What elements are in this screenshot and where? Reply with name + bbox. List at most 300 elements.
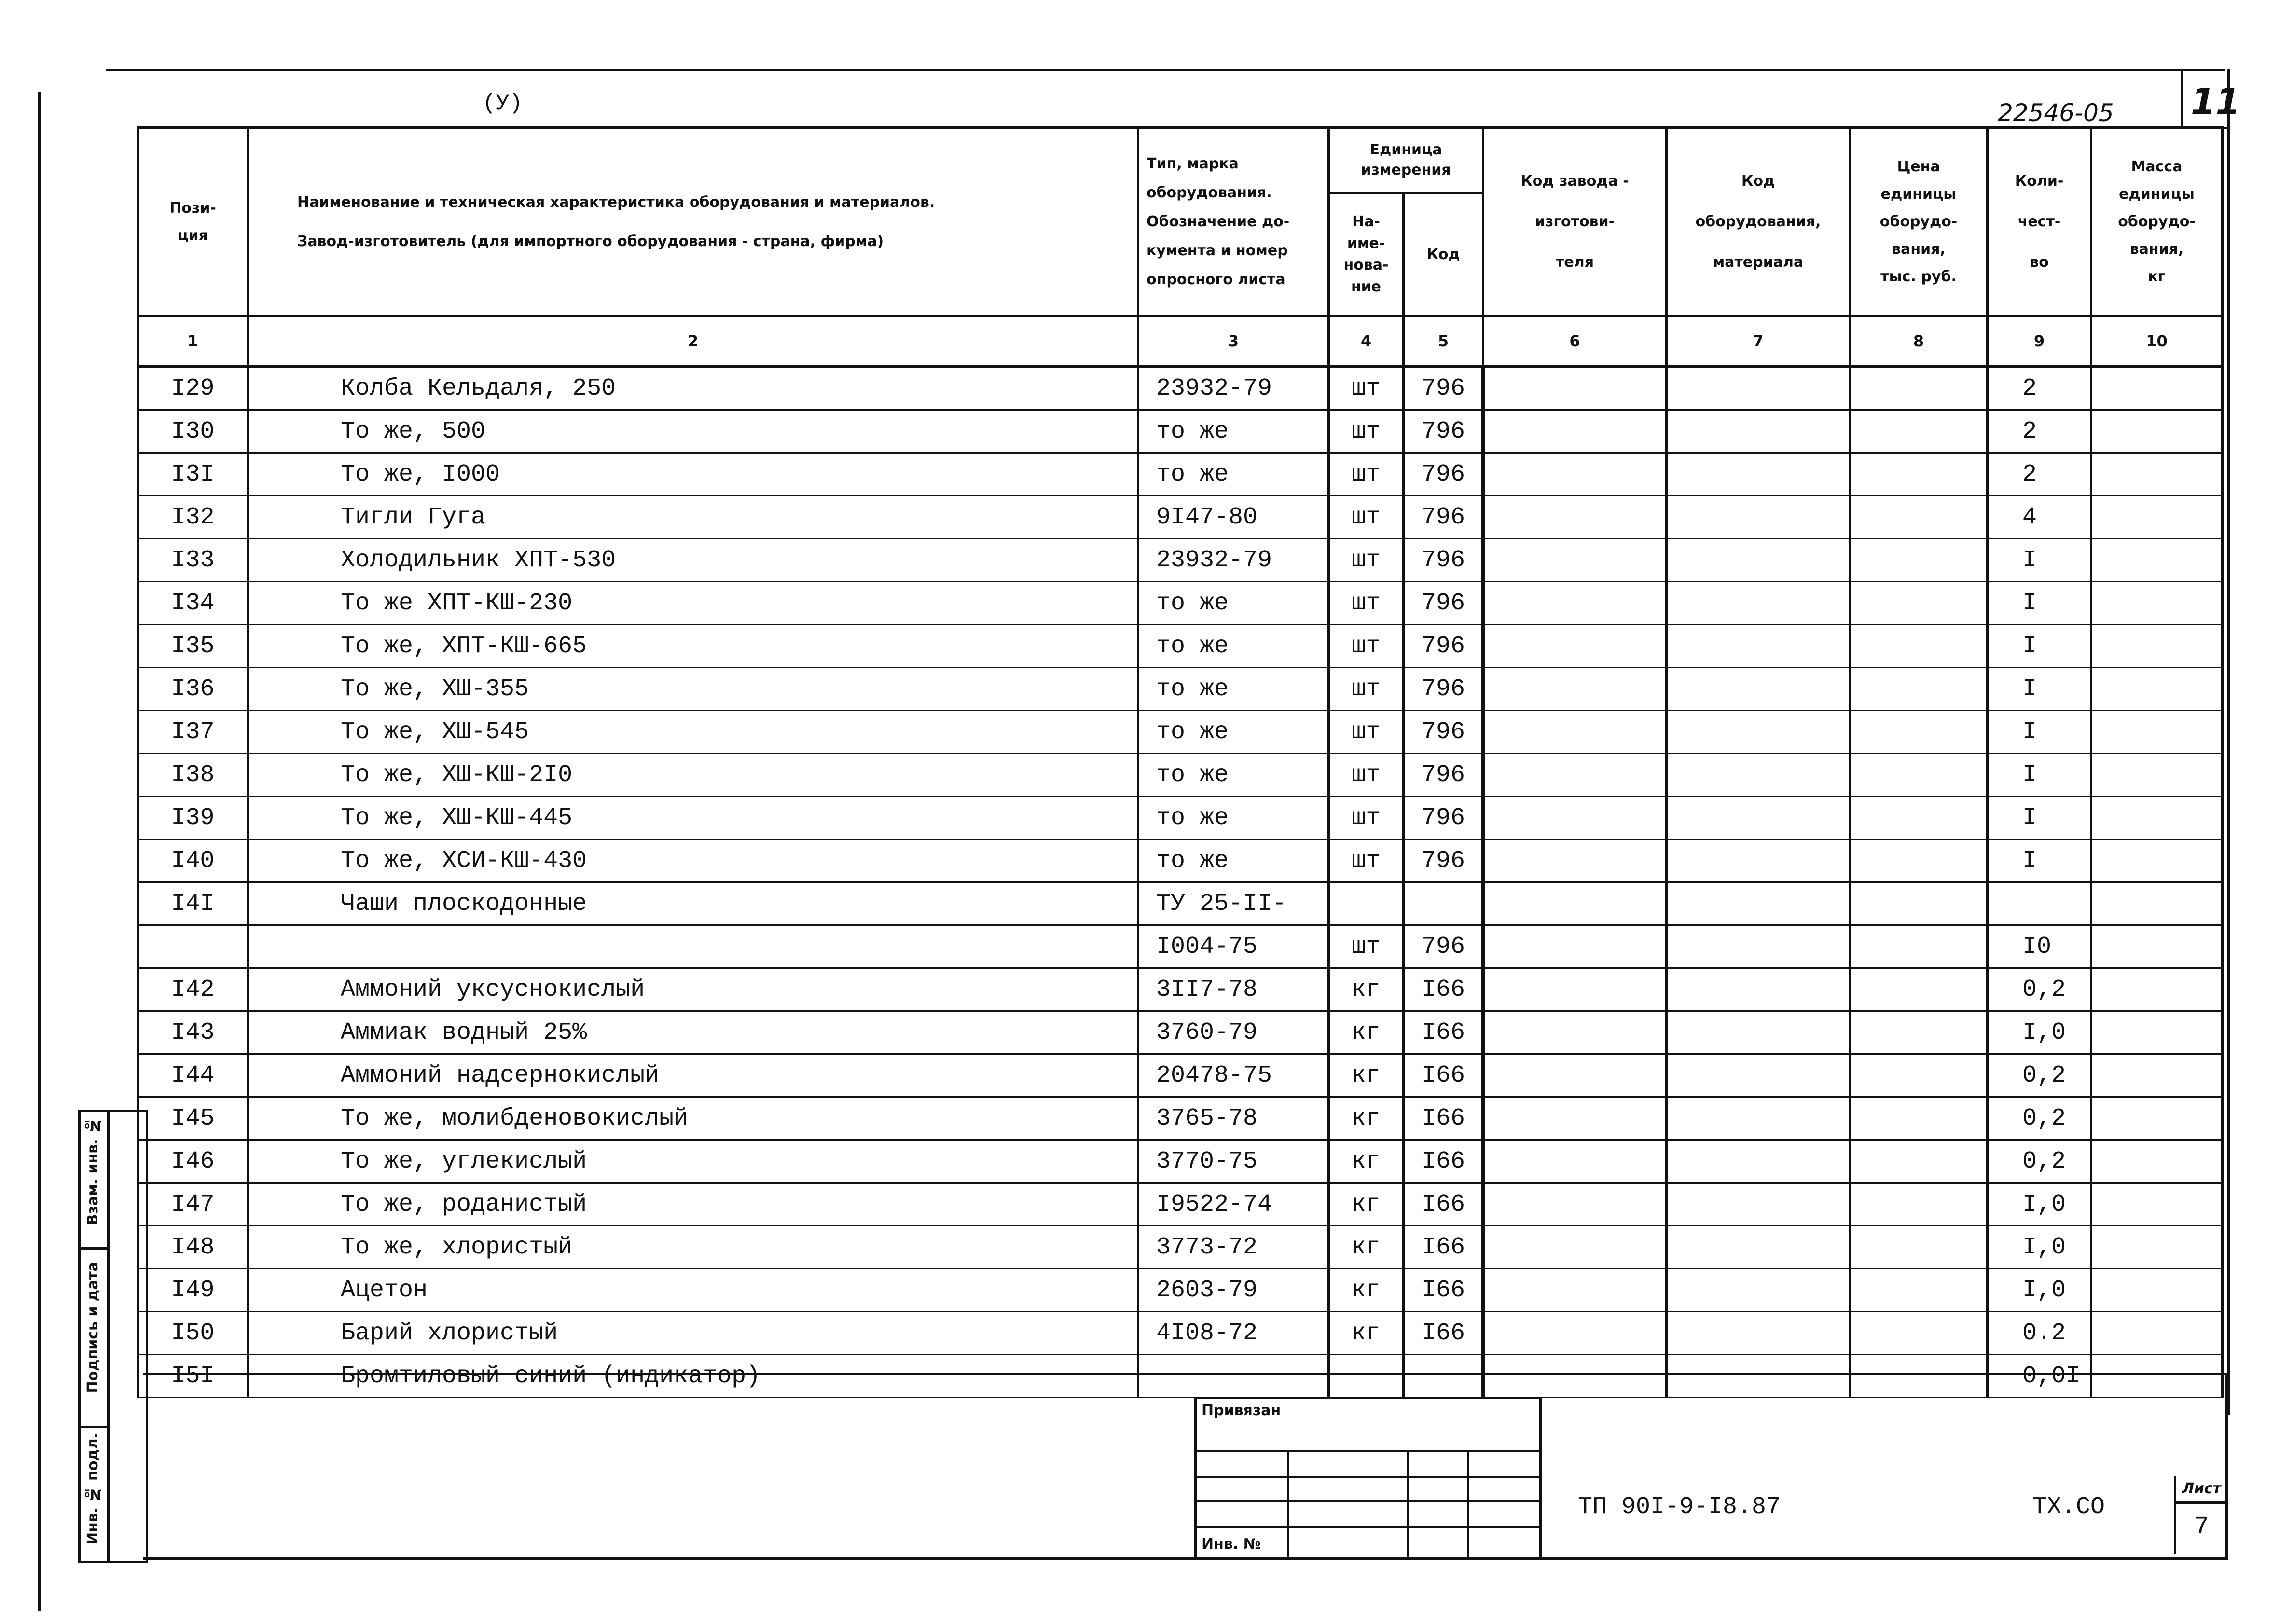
quantity-cell: I	[1988, 539, 2091, 582]
quantity-cell: 2	[1988, 367, 2091, 410]
col-header-quantity: Коли- чест- во	[1988, 128, 2091, 316]
table-row	[138, 453, 2223, 496]
position-cell: I49	[138, 1269, 248, 1312]
mass-cell	[2091, 840, 2223, 882]
document-cell: то же	[1138, 754, 1329, 797]
price-cell	[1850, 539, 1988, 582]
position-cell: I35	[138, 625, 248, 668]
title-block	[143, 1373, 2228, 1560]
position-cell: I4I	[138, 882, 248, 925]
mass-cell	[2091, 925, 2223, 968]
plant-code-cell	[1483, 539, 1667, 582]
name-cell: Ацетон	[248, 1269, 1138, 1312]
quantity-cell: I	[1988, 668, 2091, 711]
equipment-code-cell	[1667, 1140, 1850, 1183]
unit-code-cell: 796	[1404, 668, 1483, 711]
price-cell	[1850, 367, 1988, 410]
price-cell	[1850, 797, 1988, 840]
mass-cell	[2091, 1011, 2223, 1054]
plant-code-cell	[1483, 968, 1667, 1011]
table-row	[138, 1140, 2223, 1183]
price-cell	[1850, 1011, 1988, 1054]
plant-code-cell	[1483, 1269, 1667, 1312]
side-stamp-inv-cell	[81, 1426, 107, 1558]
unit-cell	[1329, 882, 1404, 925]
name-cell: Колба Кельдаля, 250	[248, 367, 1138, 410]
document-cell: ТУ 25-II-	[1138, 882, 1329, 925]
unit-cell: шт	[1329, 668, 1404, 711]
quantity-cell: I0	[1988, 925, 2091, 968]
position-cell: I50	[138, 1312, 248, 1355]
document-cell: I004-75	[1138, 925, 1329, 968]
unit-cell: шт	[1329, 410, 1404, 453]
quantity-cell: 0.2	[1988, 1312, 2091, 1355]
table-row	[138, 1312, 2223, 1355]
plant-code-cell	[1483, 711, 1667, 754]
quantity-cell: 2	[1988, 453, 2091, 496]
col-number: 9	[1988, 316, 2091, 367]
binding-divider	[1287, 1450, 1289, 1557]
document-cell: 4I08-72	[1138, 1312, 1329, 1355]
mass-cell	[2091, 668, 2223, 711]
document-cell: 20478-75	[1138, 1054, 1329, 1097]
document-cell: I9522-74	[1138, 1183, 1329, 1226]
price-cell	[1850, 1140, 1988, 1183]
name-cell: То же, ХСИ-КШ-430	[248, 840, 1138, 882]
unit-code-cell: I66	[1404, 1183, 1483, 1226]
col-header-unit-name: На- име- нова- ние	[1329, 193, 1404, 316]
quantity-cell: 0,2	[1988, 1097, 2091, 1140]
table-row	[138, 968, 2223, 1011]
price-cell	[1850, 496, 1988, 539]
document-cell: 3760-79	[1138, 1011, 1329, 1054]
unit-cell: кг	[1329, 1140, 1404, 1183]
side-stamp-vzam: Взам. инв. №	[84, 1117, 101, 1225]
binding-block	[1194, 1397, 1542, 1557]
name-cell: То же, углекислый	[248, 1140, 1138, 1183]
equipment-code-cell	[1667, 882, 1850, 925]
col-header-name: Наименование и техническая характеристика оборудования и материалов. Завод-изготовитель (для импортного оборудования - страна, фирма)	[248, 128, 1138, 316]
plant-code-cell	[1483, 410, 1667, 453]
table-row	[138, 882, 2223, 925]
col-number: 5	[1404, 316, 1483, 367]
unit-code-cell: 796	[1404, 840, 1483, 882]
document-cell: 3773-72	[1138, 1226, 1329, 1269]
document-cell: 2603-79	[1138, 1269, 1329, 1312]
unit-code-cell	[1404, 882, 1483, 925]
sheet-number: 7	[2194, 1513, 2210, 1541]
position-cell: I40	[138, 840, 248, 882]
unit-cell: шт	[1329, 625, 1404, 668]
equipment-code-cell	[1667, 711, 1850, 754]
equipment-code-cell	[1667, 754, 1850, 797]
position-cell: I44	[138, 1054, 248, 1097]
unit-cell: шт	[1329, 453, 1404, 496]
document-cell: 23932-79	[1138, 367, 1329, 410]
mass-cell	[2091, 1312, 2223, 1355]
position-cell: I34	[138, 582, 248, 625]
side-stamp-vzam-cell	[81, 1112, 107, 1250]
position-cell: I32	[138, 496, 248, 539]
equipment-code-cell	[1667, 968, 1850, 1011]
price-cell	[1850, 410, 1988, 453]
position-cell: I48	[138, 1226, 248, 1269]
binding-inventory-label: Инв. №	[1202, 1536, 1261, 1553]
position-cell: I45	[138, 1097, 248, 1140]
binding-divider	[1467, 1450, 1469, 1557]
name-cell: То же, хлористый	[248, 1226, 1138, 1269]
document-cell: то же	[1138, 410, 1329, 453]
col-header-type: Тип, марка оборудования. Обозначение до- кумента и номер опросного листа	[1138, 128, 1329, 316]
mass-cell	[2091, 1183, 2223, 1226]
plant-code-cell	[1483, 1054, 1667, 1097]
unit-code-cell: I66	[1404, 1269, 1483, 1312]
quantity-cell: 2	[1988, 410, 2091, 453]
position-cell: I29	[138, 367, 248, 410]
position-cell: I46	[138, 1140, 248, 1183]
price-cell	[1850, 754, 1988, 797]
table-row	[138, 754, 2223, 797]
table-row	[138, 711, 2223, 754]
project-code: ТП 90I-9-I8.87	[1578, 1493, 1781, 1521]
table-row	[138, 1226, 2223, 1269]
equipment-code-cell	[1667, 453, 1850, 496]
position-cell: I37	[138, 711, 248, 754]
name-cell: То же, молибденовокислый	[248, 1097, 1138, 1140]
document-cell: 3765-78	[1138, 1097, 1329, 1140]
plant-code-cell	[1483, 1011, 1667, 1054]
price-cell	[1850, 582, 1988, 625]
document-cell: то же	[1138, 668, 1329, 711]
unit-cell: кг	[1329, 1269, 1404, 1312]
position-cell: I47	[138, 1183, 248, 1226]
mass-cell	[2091, 539, 2223, 582]
unit-code-cell: 796	[1404, 539, 1483, 582]
unit-cell: кг	[1329, 1011, 1404, 1054]
quantity-cell: 0,0I	[1988, 1355, 2091, 1398]
plant-code-cell	[1483, 1140, 1667, 1183]
name-cell: То же, I000	[248, 453, 1138, 496]
column-number-row	[138, 316, 2223, 367]
sheet-label: Лист	[2176, 1476, 2227, 1504]
mass-cell	[2091, 1097, 2223, 1140]
unit-cell: шт	[1329, 367, 1404, 410]
name-cell	[248, 925, 1138, 968]
equipment-code-cell	[1667, 840, 1850, 882]
quantity-cell	[1988, 882, 2091, 925]
table-row	[138, 582, 2223, 625]
quantity-cell: I	[1988, 711, 2091, 754]
position-cell: I5I	[138, 1355, 248, 1398]
unit-code-cell: 796	[1404, 496, 1483, 539]
price-cell	[1850, 625, 1988, 668]
quantity-cell: I	[1988, 754, 2091, 797]
equipment-code-cell	[1667, 582, 1850, 625]
price-cell	[1850, 968, 1988, 1011]
table-row	[138, 1269, 2223, 1312]
price-cell	[1850, 925, 1988, 968]
side-stamp	[78, 1110, 148, 1563]
position-cell: I42	[138, 968, 248, 1011]
price-cell	[1850, 1183, 1988, 1226]
name-cell: Аммоний надсернокислый	[248, 1054, 1138, 1097]
mass-cell	[2091, 797, 2223, 840]
side-stamp-inv-sub: Инв. № подл.	[84, 1433, 101, 1545]
mass-cell	[2091, 367, 2223, 410]
equipment-code-cell	[1667, 367, 1850, 410]
table-row	[138, 410, 2223, 453]
plant-code-cell	[1483, 453, 1667, 496]
plant-code-cell	[1483, 582, 1667, 625]
col-number: 6	[1483, 316, 1667, 367]
equipment-code-cell	[1667, 797, 1850, 840]
table-row	[138, 625, 2223, 668]
name-cell: То же, ХПТ-КШ-665	[248, 625, 1138, 668]
mass-cell	[2091, 968, 2223, 1011]
unit-cell: шт	[1329, 539, 1404, 582]
col-header-price: Цена единицы оборудо- вания, тыс. руб.	[1850, 128, 1988, 316]
unit-cell: шт	[1329, 496, 1404, 539]
col-number: 2	[248, 316, 1138, 367]
equipment-code-cell	[1667, 625, 1850, 668]
document-mark: ТХ.СО	[2032, 1493, 2105, 1521]
name-cell: Барий хлористый	[248, 1312, 1138, 1355]
unit-cell: кг	[1329, 968, 1404, 1011]
unit-cell: шт	[1329, 711, 1404, 754]
col-number: 3	[1138, 316, 1329, 367]
price-cell	[1850, 882, 1988, 925]
mass-cell	[2091, 453, 2223, 496]
side-stamp-sign-date: Подпись и дата	[84, 1262, 101, 1393]
table-row	[138, 925, 2223, 968]
document-cell: то же	[1138, 711, 1329, 754]
unit-cell: шт	[1329, 582, 1404, 625]
quantity-cell: 0,2	[1988, 1140, 2091, 1183]
col-number: 4	[1329, 316, 1404, 367]
unit-code-cell: 796	[1404, 797, 1483, 840]
plant-code-cell	[1483, 882, 1667, 925]
col-number: 8	[1850, 316, 1988, 367]
right-border-line	[2227, 69, 2230, 1415]
unit-code-cell: I66	[1404, 1054, 1483, 1097]
price-cell	[1850, 1269, 1988, 1312]
position-cell: I3I	[138, 453, 248, 496]
table-row	[138, 496, 2223, 539]
price-cell	[1850, 1054, 1988, 1097]
plant-code-cell	[1483, 925, 1667, 968]
unit-code-cell: I66	[1404, 1097, 1483, 1140]
quantity-cell: I	[1988, 582, 2091, 625]
mass-cell	[2091, 1226, 2223, 1269]
name-cell: То же, ХШ-545	[248, 711, 1138, 754]
binding-divider	[1407, 1450, 1409, 1557]
plant-code-cell	[1483, 1312, 1667, 1355]
sheet-box	[2174, 1476, 2227, 1554]
quantity-cell: 0,2	[1988, 968, 2091, 1011]
binding-line	[1197, 1500, 1539, 1502]
col-header-unit-code: Код	[1404, 193, 1483, 316]
price-cell	[1850, 711, 1988, 754]
mass-cell	[2091, 1269, 2223, 1312]
quantity-cell: 0,2	[1988, 1054, 2091, 1097]
equipment-code-cell	[1667, 1312, 1850, 1355]
table-row	[138, 1054, 2223, 1097]
unit-code-cell: I66	[1404, 1140, 1483, 1183]
table-row	[138, 1011, 2223, 1054]
unit-cell: шт	[1329, 797, 1404, 840]
col-header-equipment-code: Код оборудования, материала	[1667, 128, 1850, 316]
unit-code-cell: 796	[1404, 453, 1483, 496]
header-row	[138, 128, 2223, 193]
unit-code-cell: I66	[1404, 1312, 1483, 1355]
mass-cell	[2091, 1054, 2223, 1097]
page-corner-number: 11	[2191, 81, 2240, 123]
table-row	[138, 539, 2223, 582]
name-cell: Аммоний уксуснокислый	[248, 968, 1138, 1011]
price-cell	[1850, 1312, 1988, 1355]
quantity-cell: I,0	[1988, 1011, 2091, 1054]
plant-code-cell	[1483, 754, 1667, 797]
quantity-cell: I,0	[1988, 1226, 2091, 1269]
name-cell: То же, ХШ-КШ-445	[248, 797, 1138, 840]
plant-code-cell	[1483, 668, 1667, 711]
mass-cell	[2091, 1140, 2223, 1183]
name-cell: То же, 500	[248, 410, 1138, 453]
plant-code-cell	[1483, 625, 1667, 668]
unit-code-cell: 796	[1404, 367, 1483, 410]
unit-code-cell: 796	[1404, 582, 1483, 625]
document-cell: 3II7-78	[1138, 968, 1329, 1011]
binding-title: Привязан	[1202, 1402, 1281, 1419]
equipment-code-cell	[1667, 1226, 1850, 1269]
left-border-line	[38, 92, 41, 1611]
col-number: 7	[1667, 316, 1850, 367]
position-cell: I43	[138, 1011, 248, 1054]
price-cell	[1850, 1226, 1988, 1269]
position-cell	[138, 925, 248, 968]
equipment-code-cell	[1667, 1011, 1850, 1054]
plant-code-cell	[1483, 496, 1667, 539]
price-cell	[1850, 668, 1988, 711]
plant-code-cell	[1483, 797, 1667, 840]
equipment-code-cell	[1667, 925, 1850, 968]
unit-code-cell: I66	[1404, 968, 1483, 1011]
binding-line	[1197, 1450, 1539, 1452]
name-cell: Бромтиловый синий (индикатор)	[248, 1355, 1138, 1398]
equipment-code-cell	[1667, 1269, 1850, 1312]
table-row	[138, 840, 2223, 882]
unit-code-cell: 796	[1404, 711, 1483, 754]
document-cell: то же	[1138, 453, 1329, 496]
equipment-code-cell	[1667, 668, 1850, 711]
document-cell: 3770-75	[1138, 1140, 1329, 1183]
equipment-code-cell	[1667, 410, 1850, 453]
equipment-code-cell	[1667, 1183, 1850, 1226]
table-row	[138, 1097, 2223, 1140]
document-cell: 23932-79	[1138, 539, 1329, 582]
name-cell: То же, ХШ-КШ-2I0	[248, 754, 1138, 797]
quantity-cell: I,0	[1988, 1269, 2091, 1312]
unit-code-cell: 796	[1404, 925, 1483, 968]
unit-cell: шт	[1329, 840, 1404, 882]
position-cell: I39	[138, 797, 248, 840]
document-cell: то же	[1138, 797, 1329, 840]
mass-cell	[2091, 754, 2223, 797]
plant-code-cell	[1483, 1183, 1667, 1226]
plant-code-cell	[1483, 1097, 1667, 1140]
quantity-cell: I	[1988, 797, 2091, 840]
position-cell: I33	[138, 539, 248, 582]
price-cell	[1850, 1097, 1988, 1140]
name-cell: Чаши плоскодонные	[248, 882, 1138, 925]
binding-line	[1197, 1476, 1539, 1478]
quantity-cell: I	[1988, 625, 2091, 668]
price-cell	[1850, 453, 1988, 496]
document-cell: 9I47-80	[1138, 496, 1329, 539]
unit-cell: кг	[1329, 1054, 1404, 1097]
col-number: 1	[138, 316, 248, 367]
position-cell: I36	[138, 668, 248, 711]
name-cell: Аммиак водный 25%	[248, 1011, 1138, 1054]
unit-code-cell: I66	[1404, 1226, 1483, 1269]
plant-code-cell	[1483, 840, 1667, 882]
table-row	[138, 1183, 2223, 1226]
mass-cell	[2091, 625, 2223, 668]
binding-line	[1197, 1526, 1539, 1528]
header-mark: (У)	[483, 91, 523, 116]
equipment-code-cell	[1667, 1097, 1850, 1140]
mass-cell	[2091, 882, 2223, 925]
price-cell	[1850, 840, 1988, 882]
specification-table	[137, 126, 2224, 1398]
col-header-position: Пози- ция	[138, 128, 248, 316]
quantity-cell: 4	[1988, 496, 2091, 539]
name-cell: Тигли Гуга	[248, 496, 1138, 539]
table-row	[138, 668, 2223, 711]
name-cell: То же, роданистый	[248, 1183, 1138, 1226]
document-cell: то же	[1138, 625, 1329, 668]
unit-code-cell: 796	[1404, 754, 1483, 797]
mass-cell	[2091, 582, 2223, 625]
document-cell: то же	[1138, 582, 1329, 625]
equipment-code-cell	[1667, 496, 1850, 539]
side-stamp-sign-cell	[81, 1247, 107, 1428]
unit-cell: кг	[1329, 1312, 1404, 1355]
name-cell: Холодильник ХПТ-530	[248, 539, 1138, 582]
unit-code-cell: 796	[1404, 625, 1483, 668]
unit-cell: шт	[1329, 754, 1404, 797]
col-header-mass: Масса единицы оборудо- вания, кг	[2091, 128, 2223, 316]
plant-code-cell	[1483, 367, 1667, 410]
document-cell: то же	[1138, 840, 1329, 882]
unit-code-cell: 796	[1404, 410, 1483, 453]
document-code: 22546-05	[1998, 99, 2114, 127]
position-cell: I30	[138, 410, 248, 453]
table-row	[138, 797, 2223, 840]
name-cell: То же ХПТ-КШ-230	[248, 582, 1138, 625]
equipment-code-cell	[1667, 539, 1850, 582]
col-number: 10	[2091, 316, 2223, 367]
unit-code-cell: I66	[1404, 1011, 1483, 1054]
quantity-cell: I	[1988, 840, 2091, 882]
top-border-line	[106, 69, 2225, 71]
col-header-plant-code: Код завода - изготови- теля	[1483, 128, 1667, 316]
equipment-code-cell	[1667, 1054, 1850, 1097]
mass-cell	[2091, 410, 2223, 453]
col-header-unit: Единица измерения	[1329, 128, 1483, 193]
unit-cell: кг	[1329, 1226, 1404, 1269]
unit-cell: шт	[1329, 925, 1404, 968]
